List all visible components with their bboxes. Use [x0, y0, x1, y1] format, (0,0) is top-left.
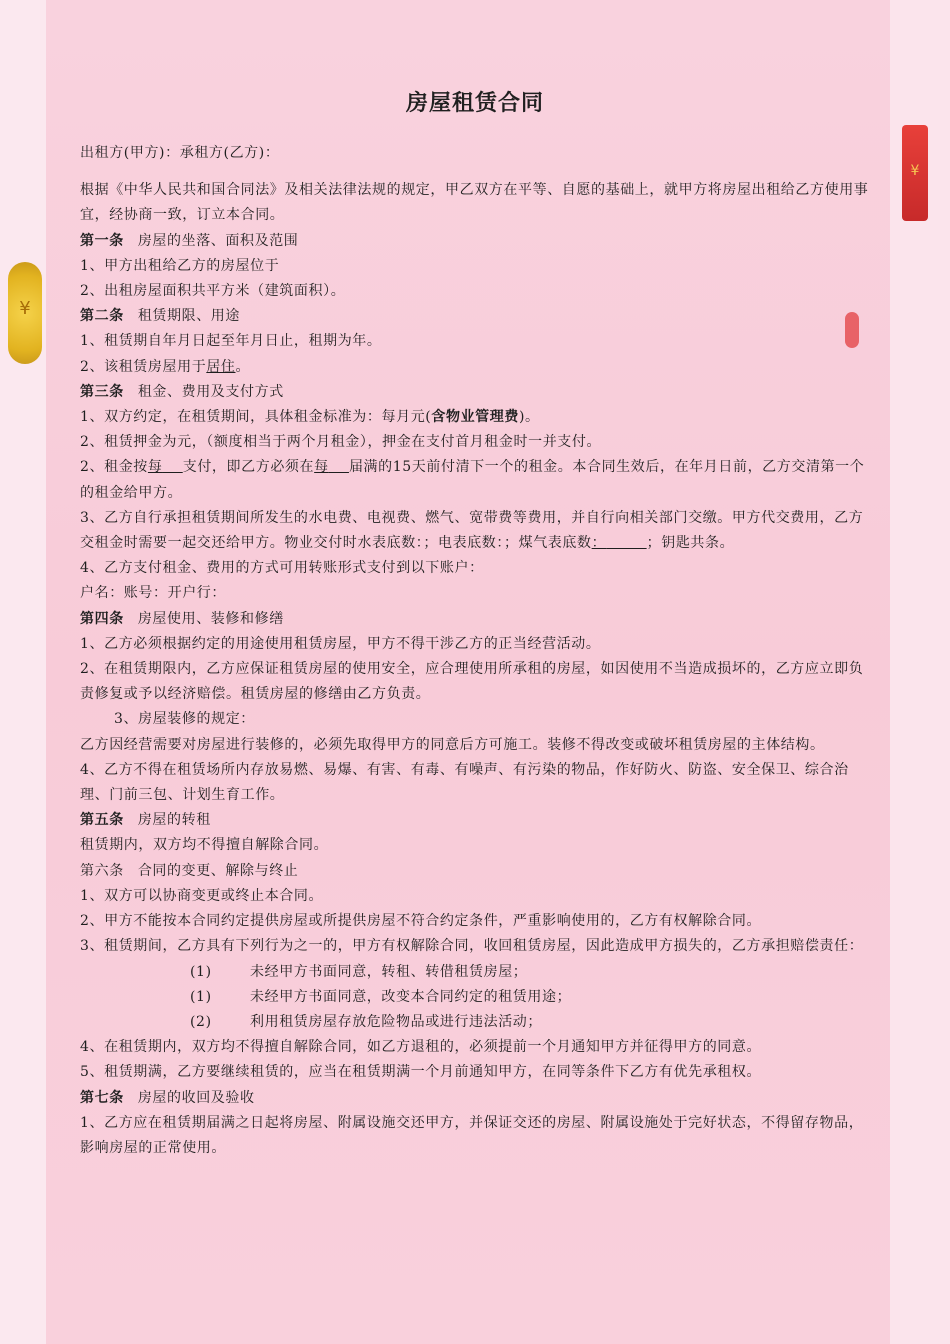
article-6-sub-3: (2) 利用租赁房屋存放危险物品或进行违法活动； — [190, 1013, 542, 1030]
article-4-item-2: 2、在租赁期限内，乙方应保证租赁房屋的使用安全，应合理使用所承租的房屋，如因使用不当造成损坏的，乙方应立即负责修复或予以经济赔偿。租赁房屋的修缮由乙方负责。 — [80, 661, 864, 703]
article-2-item-2: 2、该租赁房屋用于居住。 — [80, 358, 251, 375]
contract-body — [80, 86, 870, 1161]
gold-coin-icon: ¥ — [8, 262, 42, 364]
article-6-heading: 第六条 合同的变更、解除与终止 — [80, 862, 299, 879]
intro-paragraph: 根据《中华人民共和国合同法》及相关法律法规的规定，甲乙双方在平等、自愿的基础上，就甲方将房屋出租给乙方使用事宜，经协商一致，订立本合同。 — [80, 182, 869, 224]
article-3-heading: 第三条 租金、费用及支付方式 — [80, 383, 284, 400]
article-6-sub-1: (1) 未经甲方书面同意，转租、转借租赁房屋； — [190, 963, 528, 980]
parties-line: 出租方(甲方)：承租方(乙方)： — [80, 145, 280, 161]
page-title: 房屋租赁合同 — [405, 91, 544, 116]
article-7-heading: 第七条 房屋的收回及验收 — [80, 1089, 255, 1106]
article-4-item-1: 1、乙方必须根据约定的用途使用租赁房屋，甲方不得干涉乙方的正当经营活动。 — [80, 635, 601, 652]
article-4-heading: 第四条 房屋使用、装修和修缮 — [80, 610, 284, 627]
article-5-heading: 第五条 房屋的转租 — [80, 812, 211, 829]
article-6-item-5: 5、租赁期满，乙方要继续租赁的，应当在租赁期满一个月前通知甲方，在同等条件下乙方有优先承租权。 — [80, 1064, 762, 1081]
article-6-item-1: 1、双方可以协商变更或终止本合同。 — [80, 887, 324, 904]
article-3-item-3: 2、租金按每 支付，即乙方必须在每 届满的15天前付清下一个的租金。本合同生效后，在年月日前，乙方交清第一个的租金给甲方。 — [80, 459, 865, 501]
article-3-item-1: 1、双方约定，在租赁期间，具体租金标准为：每月元(含物业管理费)。 — [80, 409, 540, 426]
article-4-item-4: 4、乙方不得在租赁场所内存放易燃、易爆、有害、有毒、有噪声、有污染的物品，作好防火、防盗、安全保卫、综合治理、门前三包、计划生育工作。 — [80, 761, 849, 804]
article-3-item-4: 3、乙方自行承担租赁期间所发生的水电费、电视费、燃气、宽带费等费用，并自行向相关部门交缴。甲方代交费用，乙方交租金时需要一起交还给甲方。物业交付时水表底数：；电表底数：；煤气表底数： ；钥匙共条。 — [80, 509, 864, 552]
article-6-item-4: 4、在租赁期内，双方均不得擅自解除合同，如乙方退租的，必须提前一个月通知甲方并征得甲方的同意。 — [80, 1039, 762, 1056]
article-6-item-2: 2、甲方不能按本合同约定提供房屋或所提供房屋不符合约定条件，严重影响使用的，乙方有权解除合同。 — [80, 913, 762, 930]
article-1-heading: 第一条 房屋的坐落、面积及范围 — [80, 232, 299, 249]
article-5-body: 租赁期内，双方均不得擅自解除合同。 — [80, 837, 329, 854]
article-6-item-3: 3、租赁期间，乙方具有下列行为之一的，甲方有权解除合同，收回租赁房屋，因此造成甲方损失的，乙方承担赔偿责任： — [80, 938, 864, 955]
article-4-item-3: 3、房屋装修的规定： — [114, 711, 255, 728]
left-margin — [0, 0, 46, 1344]
article-2-item-1: 1、租赁期自年月日起至年月日止，租期为年。 — [80, 333, 382, 350]
article-2-heading: 第二条 租赁期限、用途 — [80, 308, 241, 325]
article-3-item-5: 4、乙方支付租金、费用的方式可用转账形式支付到以下账户： — [80, 560, 484, 577]
article-3-item-2: 2、租赁押金为元，（额度相当于两个月租金），押金在支付首月租金时一并支付。 — [80, 434, 602, 451]
red-envelope-icon: ¥ — [902, 125, 928, 221]
article-7-item-1: 1、乙方应在租赁期届满之日起将房屋、附属设施交还甲方，并保证交还的房屋、附属设施处于完好状态，不得留存物品，影响房屋的正常使用。 — [80, 1114, 864, 1156]
article-4-item-3-body: 乙方因经营需要对房屋进行装修的，必须先取得甲方的同意后方可施工。装修不得改变或破坏租赁房屋的主体结构。 — [80, 736, 825, 753]
article-1-item-1: 1、甲方出租给乙方的房屋位于 — [80, 257, 280, 274]
article-1-item-2: 2、出租房屋面积共平方米（建筑面积）。 — [80, 283, 346, 300]
article-6-sub-2: (1) 未经甲方书面同意，改变本合同约定的租赁用途； — [190, 988, 572, 1005]
article-3-item-6: 户名：账号：开户行： — [80, 585, 226, 602]
